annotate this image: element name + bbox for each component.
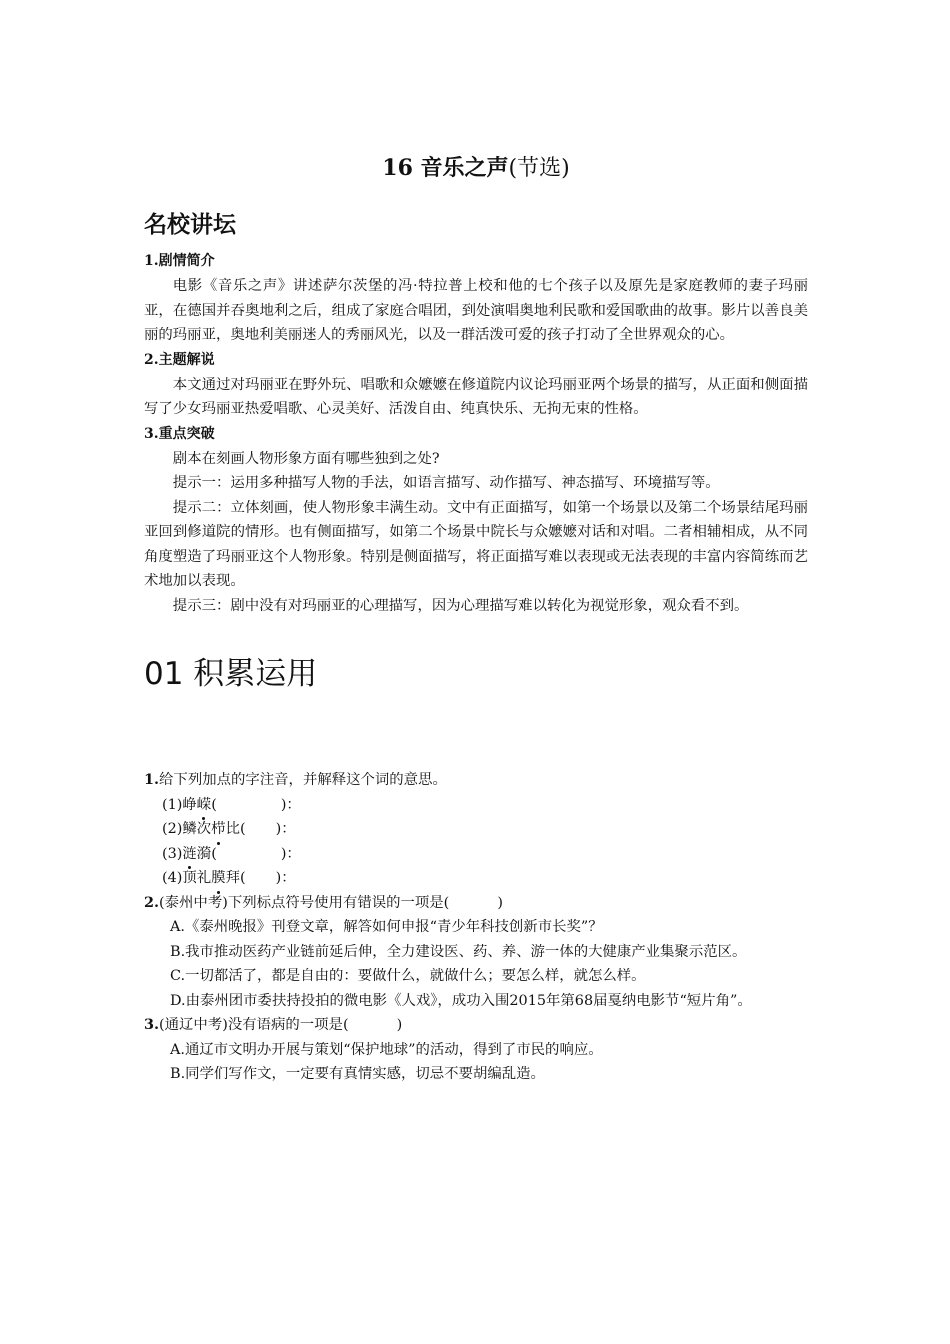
lesson-title-sub: (节选): [508, 156, 570, 181]
plot-summary-heading: 1.剧情简介: [144, 253, 215, 269]
question-2-number: 2.: [144, 893, 160, 911]
question-2-option-b: B.我市推动医药产业链前延后伸，全力建设医、药、养、游一体的大健康产业集聚示范区。: [170, 943, 747, 960]
question-2: 2.(泰州中考)下列标点符号使用有错误的一项是( ): [144, 893, 503, 911]
question-2-option-c: C.一切都活了，都是自由的：要做什么，就做什么；要怎么样，就怎么样。: [170, 968, 646, 984]
document-content: [144, 150, 808, 1087]
question-3-text: (通辽中考)没有语病的一项是(: [159, 1017, 349, 1033]
question-1-text: 给下列加点的字注音，并解释这个词的意思。: [159, 772, 447, 788]
hint-two: 提示二：立体刻画，使人物形象丰满生动。文中有正面描写，如第一个场景以及第二个场景结尾玛丽亚回到修道院的情形。也有侧面描写，如第二个场景中院长与众嬷嬷对话和对唱。二者相辅相成，从不同角度塑造了玛丽亚这个人物形象。特别是侧面描写，将正面描写难以表现或无法表现的丰富内容简练而艺术地加以表现。: [144, 499, 808, 589]
lesson-title-main: 16 音乐之声: [382, 155, 509, 181]
question-1-item-1: (1)峥嵘( )：: [162, 793, 808, 818]
dotted-character: 膜: [211, 866, 225, 891]
theme-heading: 2.主题解说: [144, 351, 215, 368]
question-1-number: 1.: [144, 771, 160, 788]
theme-text: 本文通过对玛丽亚在野外玩、唱歌和众嬷嬷在修道院内议论玛丽亚两个场景的描写，从正面和侧面描写了少女玛丽亚热爱唱歌、心灵美好、活泼自由、纯真快乐、无拘无束的性格。: [144, 376, 808, 417]
question-1-item-3: (3)涟漪( )：: [162, 842, 808, 867]
key-points-question: 剧本在刻画人物形象方面有哪些独到之处?: [172, 450, 440, 467]
question-3-number: 3.: [144, 1016, 160, 1033]
dotted-character: 栉: [211, 817, 225, 842]
hint-one: 提示一：运用多种描写人物的手法，如语言描写、动作描写、神态描写、环境描写等。: [172, 475, 720, 491]
question-3-option-a: A.通辽市文明办开展与策划“保护地球”的活动，得到了市民的响应。: [170, 1041, 603, 1058]
lesson-title: [144, 150, 808, 187]
question-1-item-4: (4)顶礼膜拜( )：: [162, 866, 808, 891]
dotted-character: 涟: [182, 842, 196, 867]
practice-heading: 01 积累运用: [144, 656, 318, 692]
question-2-text: (泰州中考)下列标点符号使用有错误的一项是(: [159, 894, 450, 911]
question-2-option-d: D.由泰州团市委扶持投拍的微电影《人戏》，成功入围2015年第68届戛纳电影节“短片角”。: [170, 992, 752, 1009]
question-3: 3.(通辽中考)没有语病的一项是( ): [144, 1016, 403, 1033]
plot-summary-text: 电影《音乐之声》讲述萨尔茨堡的冯·特拉普上校和他的七个孩子以及原先是家庭教师的妻子玛丽亚，在德国并吞奥地利之后，组成了家庭合唱团，到处演唱奥地利民歌和爱国歌曲的故事。影片以善良美丽的玛丽亚，奥地利美丽迷人的秀丽风光，以及一群活泼可爱的孩子打动了全世界观众的心。: [144, 278, 808, 343]
lecture-heading: 名校讲坛: [144, 212, 236, 238]
question-1-item-2: (2)鳞次栉比( )：: [162, 817, 808, 842]
question-2-option-a: A.《泰州晚报》刊登文章，解答如何申报“青少年科技创新市长奖”？: [170, 919, 603, 935]
dotted-character: 嵘: [197, 793, 211, 818]
question-1: [144, 768, 808, 793]
hint-three: 提示三：剧中没有对玛丽亚的心理描写，因为心理描写难以转化为视觉形象，观众看不到。: [172, 597, 749, 614]
question-3-option-b: B.同学们写作文，一定要有真情实感，切忌不要胡编乱造。: [170, 1066, 545, 1082]
key-points-heading: 3.重点突破: [144, 425, 215, 442]
